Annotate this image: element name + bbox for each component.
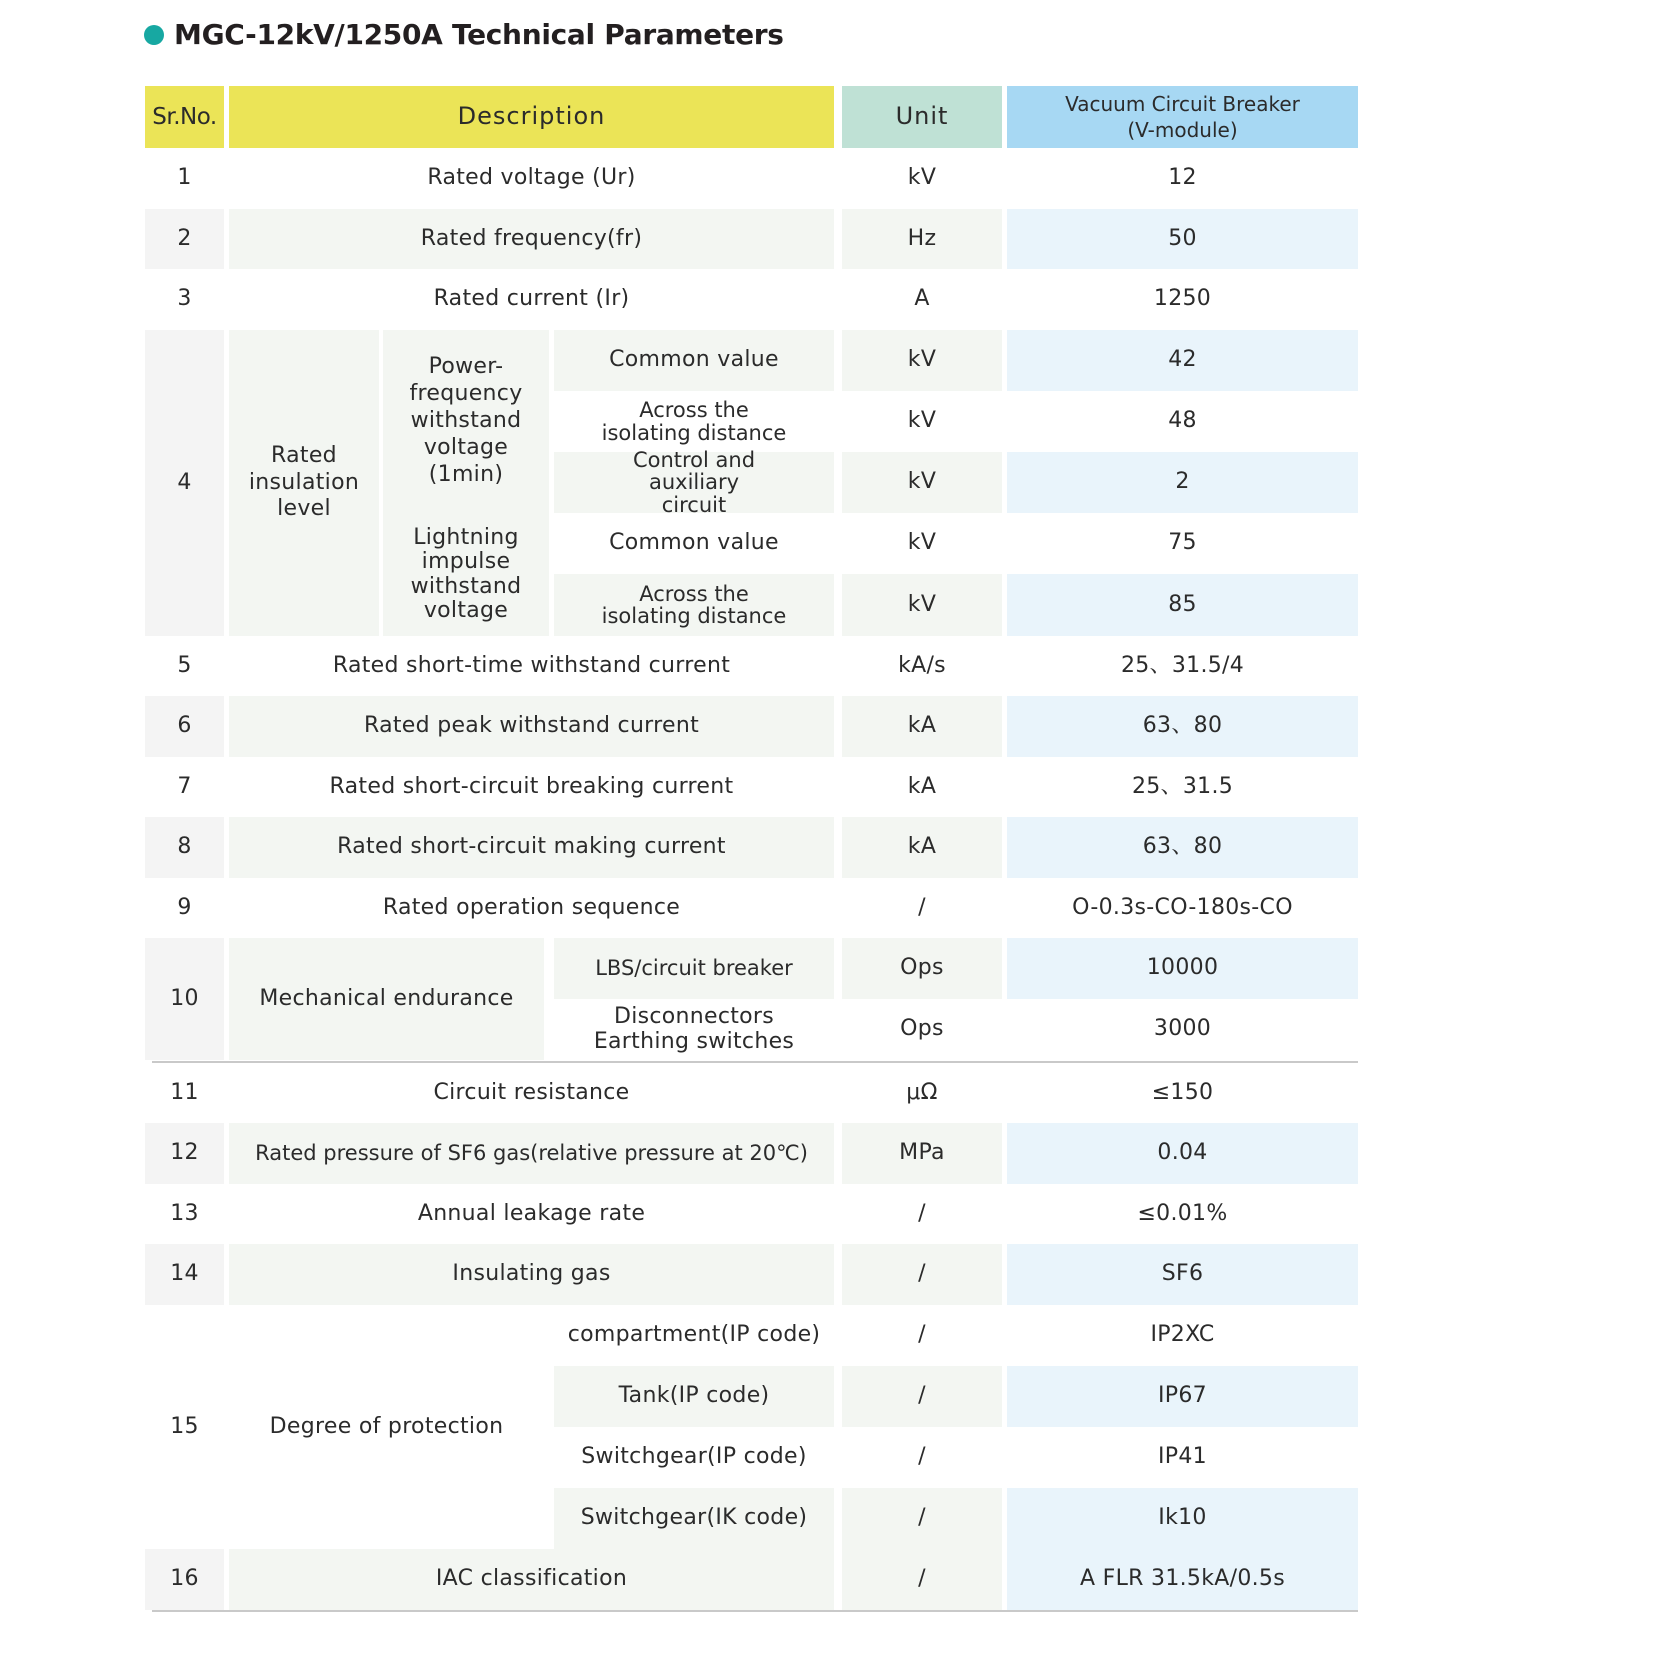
row-3-value: 1250 — [1153, 286, 1212, 312]
row-4-sub-5-unit: kV — [842, 574, 1002, 636]
row-10-sub-1-unit: Ops — [842, 938, 1002, 999]
row-5-desc: Rated short-time withstand current — [332, 652, 731, 678]
page-title: MGC-12kV/1250A Technical Parameters — [174, 18, 784, 51]
row-7-no: 7 — [177, 773, 192, 799]
row-8-no: 8 — [145, 817, 224, 878]
row-4-sub-3-unit: kV — [842, 452, 1002, 513]
row-15-no: 15 — [170, 1413, 199, 1439]
row-2-no: 2 — [145, 209, 224, 269]
header-description: Description — [229, 86, 834, 148]
row-10-sub-1-desc: LBS/circuit breaker — [554, 938, 834, 999]
row-4-sub-1-desc: Common value — [554, 330, 834, 391]
row-16-value: A FLR 31.5kA/0.5s — [1007, 1549, 1358, 1610]
row-4-sub-1-value: 42 — [1007, 330, 1358, 391]
bullet-dot-icon — [144, 25, 164, 45]
row-15-sub-1-unit: / — [918, 1322, 926, 1348]
header-vcb — [1007, 86, 1358, 148]
row-11-desc: Circuit resistance — [433, 1079, 630, 1105]
row-4-sub-5-desc: Across the isolating distance — [554, 574, 834, 636]
table-bottom-rule — [152, 1610, 1358, 1612]
row-15-sub-4-unit: / — [842, 1488, 1002, 1549]
row-10-group: Mechanical endurance — [229, 938, 544, 1060]
row-13-value: ≤0.01% — [1137, 1200, 1228, 1226]
row-15-group: Degree of protection — [269, 1413, 504, 1439]
header-sr-no: Sr.No. — [145, 86, 224, 148]
row-15-sub-3-desc: Switchgear(IP code) — [581, 1444, 807, 1470]
row-4-no: 4 — [145, 330, 224, 636]
page-title-block — [144, 18, 784, 51]
row-1-no: 1 — [177, 165, 192, 191]
row-12-desc: Rated pressure of SF6 gas(relative pressure at 20℃) — [229, 1123, 834, 1184]
row-10-sub-2-desc: Disconnectors Earthing switches — [593, 1004, 795, 1054]
row-13-no: 13 — [170, 1200, 199, 1226]
row-11-value: ≤150 — [1151, 1079, 1214, 1105]
row-10-sub-2-unit: Ops — [900, 1016, 944, 1042]
row-4-sub-2-unit: kV — [907, 408, 937, 434]
row-4-sub-2-value: 48 — [1168, 408, 1197, 434]
row-3-no: 3 — [177, 286, 192, 312]
row-14-desc: Insulating gas — [229, 1244, 834, 1305]
row-4-sub-3-value: 2 — [1007, 452, 1358, 513]
row-9-unit: / — [918, 894, 926, 920]
row-7-unit: kA — [907, 773, 937, 799]
row-3-unit: A — [914, 286, 930, 312]
row-16-desc: IAC classification — [229, 1549, 834, 1610]
row-11-no: 11 — [170, 1079, 199, 1105]
row-6-no: 6 — [145, 696, 224, 757]
row-8-value: 63、80 — [1007, 817, 1358, 878]
row-14-value: SF6 — [1007, 1244, 1358, 1305]
row-4-group: Rated insulation level — [229, 330, 379, 636]
row-15-sub-1-value: IP2XC — [1150, 1322, 1215, 1348]
row-15-sub-3-unit: / — [918, 1444, 926, 1470]
row-4-sub-4-value: 75 — [1168, 530, 1197, 556]
row-4-pf-group: Power-frequency withstand voltage (1min) — [383, 330, 549, 513]
header-vcb-line2: (V-module) — [1127, 118, 1238, 142]
row-4-sub-4-unit: kV — [907, 530, 937, 556]
row-12-no: 12 — [145, 1123, 224, 1184]
row-1-desc: Rated voltage (Ur) — [427, 165, 636, 191]
row-2-unit: Hz — [842, 209, 1002, 269]
row-5-unit: kA/s — [898, 652, 946, 678]
row-14-no: 14 — [145, 1244, 224, 1305]
row-8-unit: kA — [842, 817, 1002, 878]
row-4-sub-5-value: 85 — [1007, 574, 1358, 636]
row-2-value: 50 — [1007, 209, 1358, 269]
row-15-sub-4-desc: Switchgear(IK code) — [554, 1488, 834, 1549]
row-10-no: 10 — [145, 938, 224, 1060]
header-unit: Unit — [842, 86, 1002, 148]
row-15-sub-2-desc: Tank(IP code) — [554, 1366, 834, 1427]
row-13-desc: Annual leakage rate — [417, 1200, 646, 1226]
row-15-sub-1-desc: compartment(IP code) — [567, 1322, 821, 1348]
row-1-unit: kV — [907, 165, 937, 191]
row-6-value: 63、80 — [1007, 696, 1358, 757]
row-16-unit: / — [842, 1549, 1002, 1610]
row-11-unit: μΩ — [906, 1079, 938, 1105]
row-4-sub-2-desc: Across the isolating distance — [601, 398, 787, 445]
row-12-value: 0.04 — [1007, 1123, 1358, 1184]
row-14-unit: / — [842, 1244, 1002, 1305]
row-4-sub-3-desc: Control and auxiliary circuit — [554, 452, 834, 513]
row-5-no: 5 — [177, 652, 192, 678]
row-8-desc: Rated short-circuit making current — [229, 817, 834, 878]
row-12-unit: MPa — [842, 1123, 1002, 1184]
row-15-sub-2-unit: / — [842, 1366, 1002, 1427]
row-9-value: O-0.3s-CO-180s-CO — [1072, 894, 1293, 920]
row-15-sub-4-value: Ik10 — [1007, 1488, 1358, 1549]
row-2-desc: Rated frequency(fr) — [229, 209, 834, 269]
row-10-sub-1-value: 10000 — [1007, 938, 1358, 999]
row-9-desc: Rated operation sequence — [382, 894, 681, 920]
row-16-no: 16 — [145, 1549, 224, 1610]
row-7-value: 25、31.5 — [1131, 773, 1234, 799]
row-4-sub-1-unit: kV — [842, 330, 1002, 391]
row-7-desc: Rated short-circuit breaking current — [329, 773, 734, 799]
row-13-unit: / — [918, 1200, 926, 1226]
row-1-value: 12 — [1168, 165, 1197, 191]
row-15-sub-3-value: IP41 — [1158, 1444, 1207, 1470]
row-4-sub-4-desc: Common value — [609, 530, 779, 556]
row-9-no: 9 — [177, 894, 192, 920]
row-4-li-group: Lightning impulse withstand voltage — [383, 513, 549, 636]
header-vcb-line1: Vacuum Circuit Breaker — [1065, 92, 1300, 116]
row-10-sub-2-value: 3000 — [1153, 1016, 1212, 1042]
parameters-table — [145, 86, 1358, 1612]
row-15-sub-2-value: IP67 — [1007, 1366, 1358, 1427]
row-5-value: 25、31.5/4 — [1120, 652, 1245, 678]
row-6-desc: Rated peak withstand current — [229, 696, 834, 757]
row-6-unit: kA — [842, 696, 1002, 757]
row-3-desc: Rated current (Ir) — [433, 286, 630, 312]
